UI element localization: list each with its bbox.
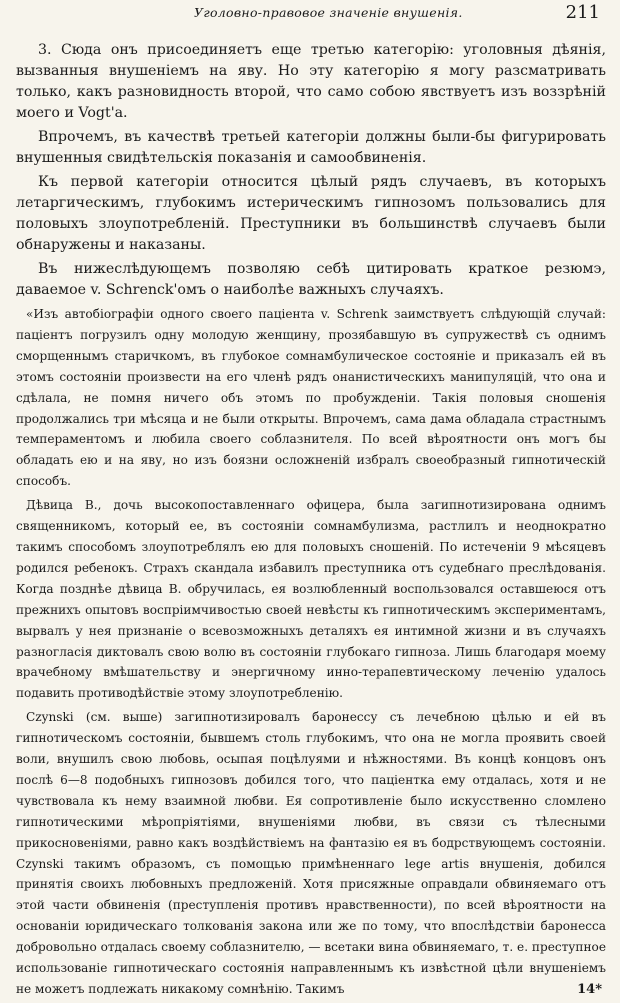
running-head <box>14 2 606 24</box>
paragraph-category-three: 3. Сюда онъ присоединяетъ еще третью категорію: уголовныя дѣянія, вызванныя внушеніемъ на яву. Но эту категорію я могу разсматривать только, какъ разновидность второй, что само собою явствуетъ изъ воззрѣній моего и Vogt'а. <box>16 42 606 121</box>
paragraph-schrenck-intro: Въ нижеслѣдующемъ позволяю себѣ цитировать краткое резюмэ, даваемое v. Schrenck'омъ о наиболѣе важныхъ случаяхъ. <box>16 261 606 298</box>
signature-mark: 14* <box>577 982 602 997</box>
paragraph-first-category: Къ первой категоріи относится цѣлый рядъ случаевъ, въ которыхъ летаргическимъ, глубокимъ истерическимъ гипнозомъ пользовались для половыхъ злоупотребленій. Преступники въ большинствѣ случаевъ были обнаружены и наказаны. <box>16 174 606 253</box>
paragraph-third-category-note: Впрочемъ, въ качествѣ третьей категоріи должны были-бы фигурировать внушенныя свидѣтельскія показанія и самообвиненія. <box>16 129 606 166</box>
running-title: Уголовно-правовое значеніе внушенія. <box>194 5 463 20</box>
page-number: 211 <box>565 2 600 23</box>
case-miss-b: Дѣвица В., дочь высокопоставленнаго офицера, была загипнотизирована однимъ священникомъ, который ее, въ состояніи сомнамбулизма, растлилъ и неоднократно такимъ способомъ злоупотреблялъ ею для половыхъ сношеній. По истеченіи 9 мѣсяцевъ родился ребенокъ. Страхъ скандала избавилъ преступника отъ судебнаго преслѣдованія. Когда позднѣе дѣвица В. обручилась, ея возлюбленный воспользовался оставшеюся отъ прежнихъ опытовъ воспріимчивостью своей невѣсты къ гипнотическимъ экспериментамъ, вырвалъ у нея признаніе о всевозможныхъ деталяхъ ея интимной жизни и въ случаяхъ разногласія диктовалъ свою волю въ состояніи глубокаго гипноза. Лишь благодаря моему врачебному вмѣшательству и энергичному инно-терапевтическому леченію удалось подавить противодѣйствіе этому злоупотребленію. <box>16 498 606 701</box>
case-czynski: Czynski (см. выше) загипнотизировалъ баронессу съ лечебною цѣлью и ей въ гипнотическомъ состояніи, бывшемъ столь глубокимъ, что она не могла проявить своей воли, внушилъ свою любовь, осыпая поцѣлуями и нѣжностями. Въ концѣ концовъ онъ послѣ 6—8 подобныхъ гипнозовъ добился того, что паціентка ему отдалась, хотя и не чувствовала къ нему взаимной любви. Ея сопротивленіе было искусственно сломлено гипнотическими мѣропріятіями, внушеніями любви, въ связи съ тѣлесными прикосновеніями, равно какъ воздѣйствіемъ на фантазію ея въ бодрствующемъ состояніи. Czynski такимъ образомъ, съ помощью примѣненнаго lege artis внушенія, добился принятія своихъ любовныхъ предложеній. Хотя присяжные оправдали обвиняемаго отъ этой части обвиненія (преступленія противъ нравственности), по всей вѣроятности на основаніи юридическаго толкованія закона или же по тому, что впослѣдствіи баронесса добровольно отдалась своему соблазнителю, — всетаки вина обвиняемаго, т. е. преступное использованіе гипнотическаго состоянія направленнымъ къ извѣстной цѣли внушеніемъ не можетъ подлежать никакому сомнѣнію. Такимъ <box>16 710 606 996</box>
page-body <box>16 40 606 1003</box>
case-schrenk-patient: «Изъ автобіографіи одного своего паціента v. Schrenk заимствуетъ слѣдующій случай: паціентъ погрузилъ одну молодую женщину, прозябавшую въ супружествѣ съ однимъ сморщеннымъ старичкомъ, въ глубокое сомнамбулическое состояніе и приказалъ ей въ этомъ состояніи произвести на его членѣ рядъ онанистическихъ манипуляцій, что она и сдѣлала, не помня ничего объ этомъ по пробужденіи. Такія половыя сношенія продолжались три мѣсяца и не были открыты. Впрочемъ, сама дама обладала страстнымъ темпераментомъ и любила своего соблазнителя. По всей вѣроятности онъ могъ бы обладать ею и на яву, но изъ боязни осложненій избралъ своеобразный гипнотическій способъ. <box>16 307 606 489</box>
